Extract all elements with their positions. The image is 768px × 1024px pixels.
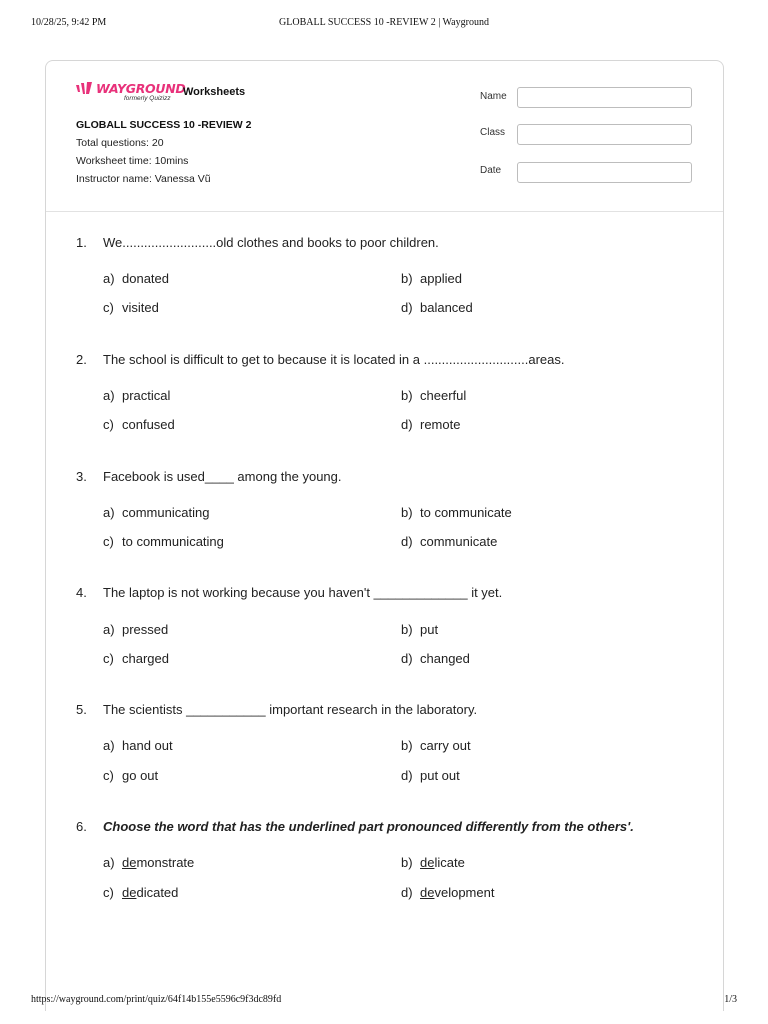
option-c[interactable]: c) visited <box>103 300 159 315</box>
question-number: 2. <box>76 352 87 367</box>
name-field[interactable] <box>517 87 692 108</box>
class-label: Class <box>480 127 506 138</box>
question-number: 6. <box>76 819 87 834</box>
underlined-part: de <box>122 855 137 870</box>
option-b[interactable]: b) put <box>401 622 439 637</box>
option-a[interactable]: a) hand out <box>103 738 173 753</box>
question-instruction: Choose the word that has the underlined part pronounced differently from the others'. <box>103 819 634 834</box>
instructor-name: Instructor name: Vanessa Vũ <box>76 173 211 185</box>
worksheet-header <box>46 61 723 212</box>
option-a[interactable]: a) practical <box>103 388 171 403</box>
question-text: The scientists ___________ important research in the laboratory. <box>103 702 478 717</box>
option-d[interactable]: d) remote <box>401 417 461 432</box>
option-c[interactable]: c) confused <box>103 417 175 432</box>
option-a[interactable]: a) communicating <box>103 505 210 520</box>
date-label: Date <box>480 165 502 176</box>
print-url: https://wayground.com/print/quiz/64f14b155e5596c9f3dc89fd <box>31 994 282 1005</box>
option-c[interactable]: c) dedicated <box>103 885 179 900</box>
option-b[interactable]: b) carry out <box>401 738 471 753</box>
question-number: 3. <box>76 469 87 484</box>
question-text: Facebook is used____ among the young. <box>103 469 342 484</box>
brand-name: WAYGROUND <box>96 81 186 96</box>
print-datetime: 10/28/25, 9:42 PM <box>31 17 107 28</box>
wayground-logo <box>76 81 185 102</box>
question-text: The school is difficult to get to because it is located in a .............................areas. <box>103 352 565 367</box>
option-c[interactable]: c) go out <box>103 768 159 783</box>
date-field[interactable] <box>517 162 692 183</box>
option-b[interactable]: b) cheerful <box>401 388 467 403</box>
name-label: Name <box>480 91 507 102</box>
worksheet-card <box>45 60 724 1011</box>
option-d[interactable]: d) put out <box>401 768 460 783</box>
question-number: 1. <box>76 235 87 250</box>
option-b[interactable]: b) to communicate <box>401 505 512 520</box>
underlined-part: de <box>420 885 435 900</box>
class-field[interactable] <box>517 124 692 145</box>
question-number: 5. <box>76 702 87 717</box>
worksheet-title: GLOBALL SUCCESS 10 -REVIEW 2 <box>76 119 252 131</box>
print-page-number: 1/3 <box>724 994 737 1005</box>
option-d[interactable]: d) balanced <box>401 300 473 315</box>
question-text: The laptop is not working because you haven't _____________ it yet. <box>103 585 503 600</box>
total-questions: Total questions: 20 <box>76 137 164 149</box>
option-c[interactable]: c) to communicating <box>103 534 224 549</box>
print-doc-title: GLOBALL SUCCESS 10 -REVIEW 2 | Wayground <box>279 17 489 28</box>
option-a[interactable]: a) demonstrate <box>103 855 195 870</box>
option-d[interactable]: d) communicate <box>401 534 498 549</box>
worksheet-time: Worksheet time: 10mins <box>76 155 189 167</box>
option-a[interactable]: a) donated <box>103 271 169 286</box>
underlined-part: de <box>420 855 435 870</box>
option-a[interactable]: a) pressed <box>103 622 169 637</box>
option-c[interactable]: c) charged <box>103 651 169 666</box>
option-b[interactable]: b) applied <box>401 271 462 286</box>
option-b[interactable]: b) delicate <box>401 855 465 870</box>
option-d[interactable]: d) development <box>401 885 495 900</box>
wayground-mark-icon <box>76 82 94 95</box>
section-label: Worksheets <box>183 86 246 98</box>
question-number: 4. <box>76 585 87 600</box>
question-text: We..........................old clothes and books to poor children. <box>103 235 439 250</box>
underlined-part: de <box>122 885 137 900</box>
option-d[interactable]: d) changed <box>401 651 470 666</box>
brand-subtitle: formerly Quizizz <box>124 95 171 102</box>
